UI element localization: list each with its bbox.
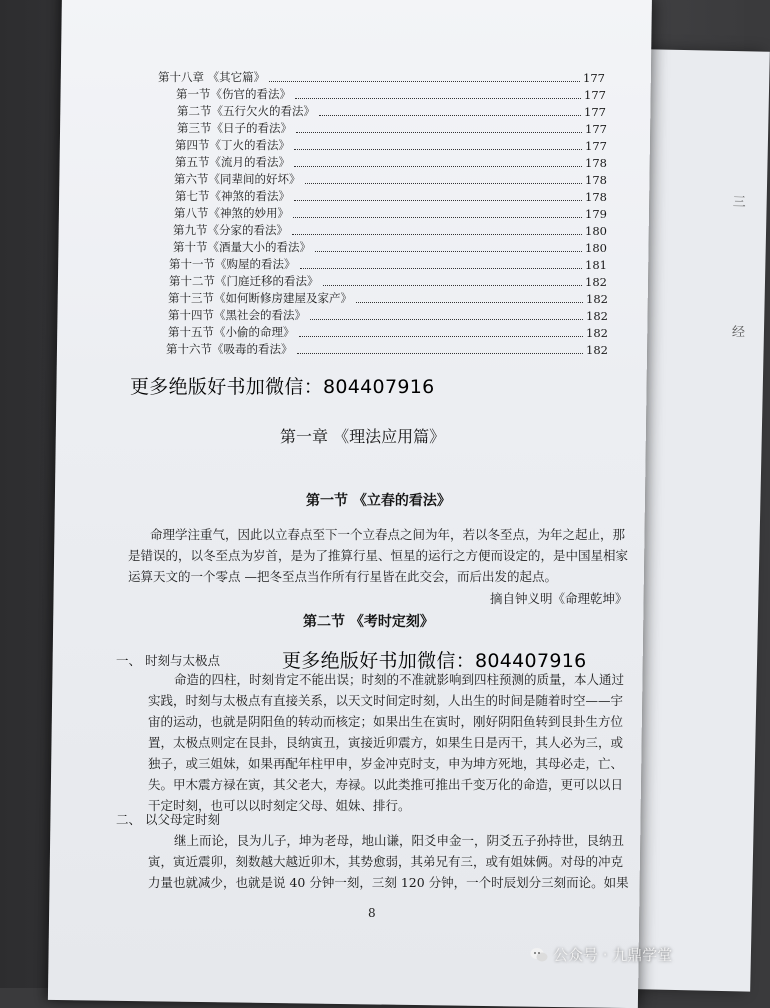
toc-page: 182	[586, 326, 608, 340]
toc-row	[174, 171, 607, 187]
toc-page: 179	[585, 207, 607, 221]
toc-row	[176, 86, 606, 102]
toc-page: 182	[586, 292, 608, 306]
watermark-text: 更多绝版好书加微信：804407916	[282, 650, 587, 672]
toc-row	[168, 307, 608, 323]
toc-label: 第十一节《购屋的看法》	[169, 257, 296, 271]
toc-row	[173, 239, 607, 255]
toc-label: 第十五节《小偷的命理》	[168, 325, 295, 339]
brand-label: 公众号 · 九鼎学堂	[553, 946, 673, 964]
text-line: 独子，或三姐妹，如果再配年柱甲申，岁金冲克时支，申为坤方死地，其母必走，亡、	[148, 756, 624, 771]
paragraph	[108, 524, 628, 587]
text-line: 干定时刻，也可以以时刻定父母、姐妹、排行。	[148, 798, 411, 813]
toc-page: 178	[585, 173, 607, 187]
chapter-title: 第一章 《理法应用篇》	[280, 427, 446, 446]
section-title: 第一节 《立春的看法》	[306, 493, 451, 509]
toc-label: 第三节《日子的看法》	[177, 121, 292, 135]
toc-row	[175, 188, 607, 204]
toc-page: 177	[583, 71, 605, 85]
toc-label: 第十四节《黑社会的看法》	[168, 308, 306, 322]
toc-row	[168, 324, 608, 340]
toc-page: 180	[585, 224, 607, 238]
citation: 摘自钟义明《命理乾坤》	[490, 591, 628, 606]
toc-label: 第六节《同辈间的好坏》	[174, 172, 301, 186]
text-line: 命造的四柱，时刻肯定不能出误；时刻的不准就影响到四柱预测的质量，本人通过	[174, 672, 625, 687]
text-line: 失。甲木震方禄在寅，其父老大，寿禄。以此类推可推出千变万化的命造，更可以以日	[148, 777, 624, 792]
toc-row	[158, 69, 605, 85]
toc-row	[174, 205, 607, 221]
toc-page: 182	[586, 343, 608, 357]
subheading: 一、 时刻与太极点	[116, 653, 220, 668]
toc-row	[177, 103, 606, 119]
toc-row	[168, 290, 608, 306]
text-line: 力量也就减少，也就是说 40 分钟一刻，三刻 120 分钟，一个时辰划分三刻而论。如果	[148, 875, 629, 890]
paragraph	[118, 830, 629, 893]
text-line: 是错误的，以冬至点为岁首，是为了推算行星、恒星的运行之方便而设定的，是中国星相家	[128, 548, 629, 563]
toc-row	[175, 154, 607, 170]
toc-page: 178	[585, 190, 607, 204]
toc-row	[169, 273, 607, 289]
text-line: 实践，时刻与太极点有直接关系，以天文时间定时刻，人出生的时间是随着时空——宇	[148, 693, 624, 708]
toc-label: 第一节《伤官的看法》	[176, 87, 291, 101]
text-line: 继上而论，艮为儿子，坤为老母，地山谦，阳爻申金一，阴爻五子孙持世，艮纳丑	[174, 833, 625, 848]
text-line: 寅，寅近震卯，刻数越大越近卯木，其势愈弱，其弟兄有三，或有姐妹俩。对母的冲克	[148, 854, 624, 869]
watermark-text: 更多绝版好书加微信：804407916	[130, 376, 435, 398]
toc-label: 第八节《神煞的妙用》	[174, 206, 289, 220]
toc-label: 第二节《五行欠火的看法》	[177, 104, 315, 118]
text-line: 运算天文的一个零点 —把冬至点当作所有行星皆在此交会，而后出发的起点。	[128, 569, 557, 584]
toc-page: 177	[585, 122, 607, 136]
toc-row	[177, 120, 607, 136]
toc-page: 177	[585, 139, 607, 153]
toc-label: 第十六节《吸毒的看法》	[166, 342, 293, 356]
text-line: 宙的运动，也就是阴阳鱼的转动而核定；如果出生在寅时，刚好阴阳鱼转到艮卦生方位	[148, 714, 624, 729]
toc-label: 第七节《神煞的看法》	[175, 189, 290, 203]
toc-row	[169, 256, 607, 272]
toc-page: 182	[586, 309, 608, 323]
brand-watermark	[530, 944, 672, 965]
toc-label: 第十节《酒量大小的看法》	[173, 240, 311, 254]
toc-label: 第五节《流月的看法》	[175, 155, 290, 169]
toc-page: 177	[584, 88, 606, 102]
toc-label: 第十二节《门庭迁移的看法》	[169, 274, 319, 288]
toc-row	[166, 341, 608, 357]
toc-label: 第九节《分家的看法》	[173, 223, 288, 237]
subheading: 二、 以父母定时刻	[116, 812, 220, 827]
text-line: 命理学注重气，因此以立春点至下一个立春点之间为年，若以冬至点，为年之起止，那	[150, 527, 626, 542]
toc-label: 第四节《丁火的看法》	[175, 138, 290, 152]
section-title: 第二节 《考时定刻》	[303, 614, 434, 630]
facing-page-fragment: 经	[731, 325, 746, 341]
toc-page: 182	[585, 275, 607, 289]
page-number: 8	[368, 906, 376, 920]
toc-page: 180	[585, 241, 607, 255]
wechat-icon	[530, 947, 548, 963]
facing-page-fragment: 三	[732, 195, 746, 211]
toc-page: 178	[585, 156, 607, 170]
toc-row	[173, 222, 607, 238]
toc-page: 181	[585, 258, 607, 272]
toc-label: 第十八章 《其它篇》	[158, 70, 266, 84]
text-line: 置，太极点则定在艮卦，艮纳寅丑，寅接近卯震方，如果生日是丙干，其人必为三，或	[148, 735, 624, 750]
paragraph	[118, 669, 624, 816]
toc-page: 177	[584, 105, 606, 119]
toc-row	[175, 137, 607, 153]
toc-label: 第十三节《如何断修房建屋及家产》	[168, 291, 352, 305]
